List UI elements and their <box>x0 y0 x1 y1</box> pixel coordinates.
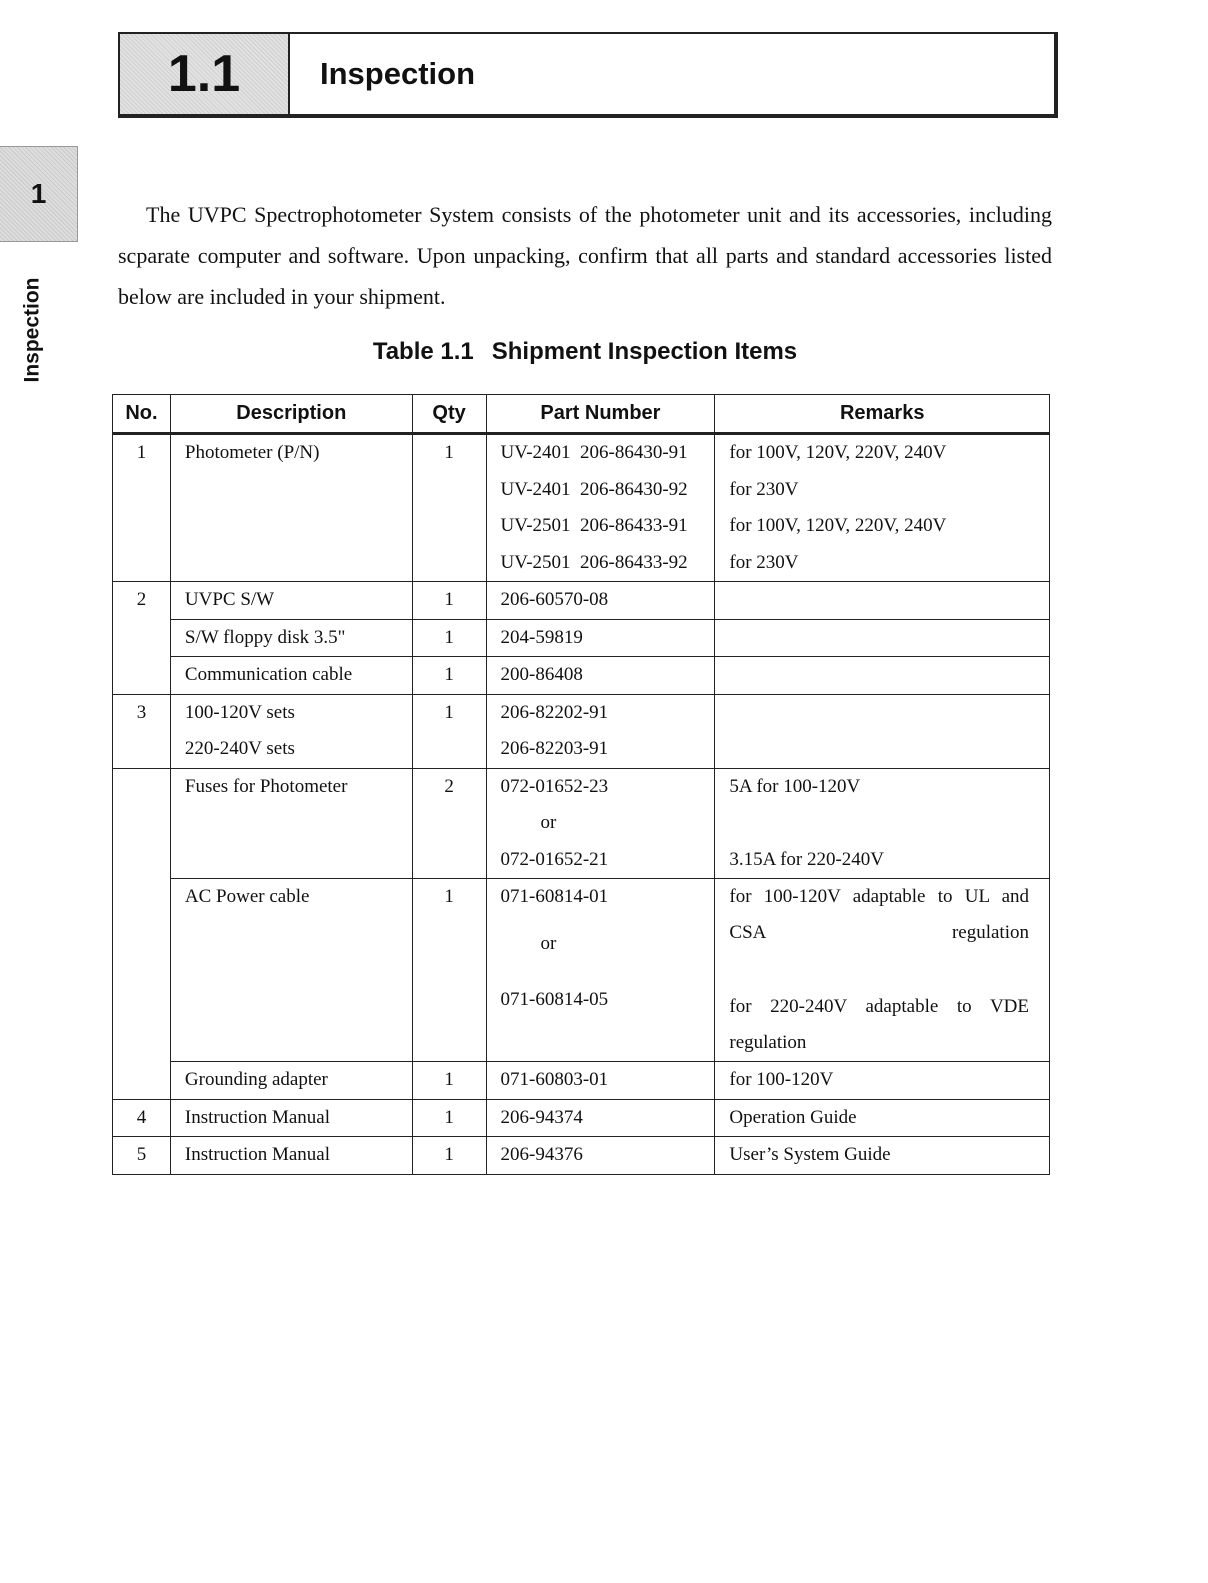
cell-description-text: 220-240V sets <box>184 738 295 759</box>
cell-part-number <box>486 434 715 582</box>
cell-description-text: Grounding adapter <box>184 1069 328 1090</box>
cell-qty-text: 1 <box>444 664 454 685</box>
cell-qty-text: 1 <box>444 442 454 463</box>
table-row <box>113 582 1050 620</box>
remark-line: Operation Guide <box>729 1106 857 1128</box>
table-row <box>113 879 1050 1062</box>
cell-qty <box>412 879 486 1062</box>
remark-line: 5A for 100-120V <box>729 775 861 797</box>
part-number-line: 206-82203-91 <box>500 738 609 759</box>
cell-qty-text: 2 <box>444 775 454 797</box>
part-number-line: UV-2401 206-86430-92 <box>500 478 688 500</box>
remark-line <box>729 582 1049 619</box>
table-row <box>113 434 1050 582</box>
remark-line: for 100V, 120V, 220V, 240V <box>729 515 947 536</box>
part-number-line: 071-60814-05 <box>500 988 609 1010</box>
remark-line: for 100-120V <box>729 1069 834 1090</box>
cell-description <box>170 1062 412 1100</box>
cell-no <box>113 1137 171 1175</box>
col-header-qty: Qty <box>412 395 486 434</box>
cell-remarks <box>715 657 1050 695</box>
cell-remarks <box>715 434 1050 582</box>
intro-paragraph: The UVPC Spectrophotometer System consists of the photometer unit and its accessories, including scparate computer and software. Upon unpacking, confirm that all parts and standard accessories listed below are included in your shipment. <box>118 202 1052 309</box>
cell-qty <box>412 434 486 582</box>
part-number-line: 071-60814-01 <box>500 886 609 907</box>
table-row <box>113 1137 1050 1175</box>
cell-part-number <box>486 1099 715 1137</box>
shipment-items-table <box>112 394 1050 1175</box>
cell-description-text: UVPC S/W <box>184 589 275 610</box>
remark-line: 3.15A for 220-240V <box>729 848 885 870</box>
cell-description-text: S/W floppy disk 3.5" <box>184 626 346 648</box>
part-number-line: 206-94374 <box>500 1106 583 1128</box>
cell-qty <box>412 619 486 657</box>
cell-qty-text: 1 <box>444 701 454 723</box>
part-number-line: 206-94376 <box>500 1144 583 1165</box>
cell-description-text: Fuses for Photometer <box>184 775 348 797</box>
remark-line: for 230V <box>729 478 799 500</box>
cell-qty <box>412 1137 486 1175</box>
part-number-line: UV-2501 206-86433-92 <box>500 551 688 573</box>
remark-line <box>729 805 1049 842</box>
cell-part-number <box>486 1137 715 1175</box>
part-number-line: 206-82202-91 <box>500 701 609 723</box>
cell-remarks <box>715 619 1050 657</box>
cell-no <box>113 1099 171 1137</box>
part-number-line: UV-2501 206-86433-91 <box>500 515 688 536</box>
cell-description <box>170 694 412 768</box>
cell-description-text: Instruction Manual <box>184 1106 331 1128</box>
cell-remarks <box>715 1062 1050 1100</box>
cell-qty <box>412 768 486 879</box>
cell-part-number <box>486 657 715 695</box>
cell-part-number <box>486 694 715 768</box>
part-number-line: UV-2401 206-86430-91 <box>500 442 688 463</box>
cell-qty <box>412 694 486 768</box>
cell-qty-text: 1 <box>444 1069 454 1090</box>
col-header-no: No. <box>113 395 171 434</box>
cell-description <box>170 879 412 1062</box>
remark-line <box>729 657 1049 694</box>
table-row <box>113 768 1050 879</box>
cell-qty <box>412 1062 486 1100</box>
cell-part-number <box>486 879 715 1062</box>
cell-description <box>170 657 412 695</box>
cell-qty <box>412 657 486 695</box>
chapter-tab-label-text: Inspection <box>20 277 44 383</box>
cell-remarks <box>715 879 1050 1062</box>
cell-qty <box>412 1099 486 1137</box>
section-number: 1.1 <box>120 34 290 114</box>
cell-description <box>170 768 412 879</box>
cell-remarks <box>715 768 1050 879</box>
cell-description <box>170 1137 412 1175</box>
cell-qty-text: 1 <box>444 886 454 907</box>
part-number-or: or <box>540 812 557 833</box>
cell-no-text <box>113 769 170 806</box>
table-row <box>113 657 1050 695</box>
chapter-tab-label <box>10 270 54 390</box>
table-caption <box>118 338 1052 366</box>
cell-qty-text: 1 <box>444 626 454 648</box>
table-row <box>113 1062 1050 1100</box>
cell-part-number <box>486 1062 715 1100</box>
cell-qty <box>412 582 486 620</box>
cell-description-text: Communication cable <box>184 664 353 685</box>
remark-line: User’s System Guide <box>729 1144 891 1165</box>
section-header <box>118 32 1058 118</box>
cell-remarks <box>715 694 1050 768</box>
cell-no-text: 2 <box>136 589 147 610</box>
part-number-or: or <box>540 932 557 954</box>
remark-line: for 230V <box>729 551 799 573</box>
remark-line <box>729 731 1049 768</box>
cell-remarks <box>715 1137 1050 1175</box>
col-header-remarks: Remarks <box>715 395 1050 434</box>
cell-qty-text: 1 <box>444 1106 454 1128</box>
col-header-part-number: Part Number <box>486 395 715 434</box>
part-number-line: 204-59819 <box>500 626 583 648</box>
cell-no-text: 3 <box>136 701 147 723</box>
part-number-line: 072-01652-23 <box>500 775 609 797</box>
cell-no-text: 1 <box>136 442 147 463</box>
cell-part-number <box>486 582 715 620</box>
cell-no-text: 4 <box>136 1106 147 1128</box>
cell-description <box>170 1099 412 1137</box>
remark-line: for 100-120V adaptable to UL and CSA regulation <box>729 886 1029 943</box>
cell-qty-text: 1 <box>444 589 454 610</box>
remark-line <box>729 695 1049 732</box>
table-row <box>113 619 1050 657</box>
part-number-line: 071-60803-01 <box>500 1069 609 1090</box>
cell-no <box>113 694 171 768</box>
cell-no-text: 5 <box>136 1144 147 1165</box>
cell-no <box>113 768 171 1099</box>
table-row <box>113 694 1050 768</box>
table-caption-title: Shipment Inspection Items <box>491 338 798 365</box>
cell-no <box>113 434 171 582</box>
cell-no <box>113 582 171 695</box>
cell-description-text: Instruction Manual <box>184 1144 331 1165</box>
cell-qty-text: 1 <box>444 1144 454 1165</box>
cell-description <box>170 582 412 620</box>
remark-line <box>729 620 1049 657</box>
cell-description <box>170 619 412 657</box>
table-row <box>113 1099 1050 1137</box>
cell-remarks <box>715 1099 1050 1137</box>
col-header-description: Description <box>170 395 412 434</box>
cell-part-number <box>486 619 715 657</box>
cell-description <box>170 434 412 582</box>
cell-description-text: Photometer (P/N) <box>184 442 320 463</box>
part-number-line: 072-01652-21 <box>500 848 609 870</box>
cell-description-text: AC Power cable <box>184 886 310 907</box>
table-caption-label: Table 1.1 <box>372 338 474 365</box>
chapter-tab-number: 1 <box>0 146 78 242</box>
remark-line: for 100V, 120V, 220V, 240V <box>729 442 947 463</box>
cell-description-text: 100-120V sets <box>184 701 295 723</box>
cell-remarks <box>715 582 1050 620</box>
part-number-line: 200-86408 <box>500 664 583 685</box>
cell-part-number <box>486 768 715 879</box>
remark-line: for 220-240V adaptable to VDE regulation <box>729 996 1029 1053</box>
table-header-row <box>113 395 1050 434</box>
section-title: Inspection <box>320 56 476 91</box>
part-number-line: 206-60570-08 <box>500 589 609 610</box>
